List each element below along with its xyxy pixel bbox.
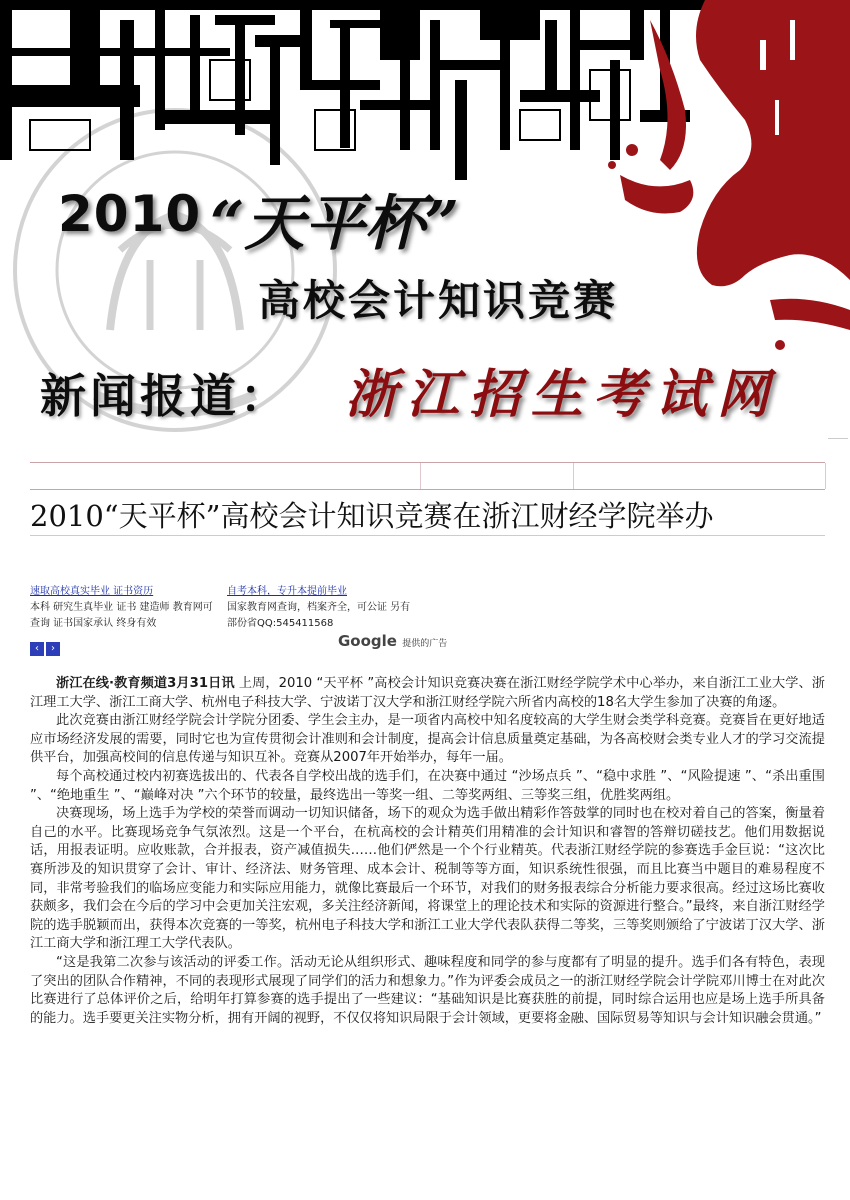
ad-link-2[interactable]: 自考本科，专升本提前毕业 <box>227 586 347 597</box>
banner-news-label: 新闻报道： <box>40 369 290 423</box>
red-brush-splash <box>608 0 850 350</box>
ad-prev-button[interactable]: ‹ <box>30 642 44 656</box>
divider <box>828 432 848 439</box>
banner-year: 2010 <box>58 185 202 243</box>
paragraph <box>30 675 825 712</box>
google-ads-label: 提供的广告 <box>402 639 448 649</box>
ad-column-1 <box>30 584 213 632</box>
ad-link-1[interactable]: 速取高校真实毕业 证书资历 <box>30 586 154 597</box>
ad-text: 国家教育网查询，档案齐全，可公证 另有 <box>227 602 411 613</box>
top-frame <box>30 462 825 490</box>
banner-cup-name: “天平杯” <box>210 189 460 259</box>
banner-subtitle: 高校会计知识竞赛 <box>258 276 619 325</box>
ad-text: 部份省QQ:545411568 <box>227 618 334 629</box>
ad-column-2 <box>227 584 410 632</box>
paragraph-text: 上周，2010 “天平杯 ”高校会计知识竞赛决赛在浙江财经学院学术中心举办，来自浙江工业大学、浙江理工大学、浙江工商大学、杭州电子科技大学、宁波诺丁汉大学和浙江财经学院六所省内高校的18名大学生参加了决赛的角逐。 <box>30 676 825 710</box>
article-body <box>30 675 825 1028</box>
paragraph: “这是我第二次参与该活动的评委工作。活动无论从组织形式、趣味程度和同学的参与度都有了明显的提升。选手们各有特色，表现了突出的团队合作精神，不同的表现形式展现了同学们的活力和想象力。”作为评委会成员之一的浙江财经学院会计学院邓川博士在对此次比赛进行了总体评价之后，给明年打算参赛的选手提出了一些建议：“基础知识是比赛获胜的前提，同时综合运用也应是场上选手所具备的能力。选手要更关注实物分析，拥有开阔的视野，不仅仅将知识局限于会计领域，更要将金融、国际贸易等知识与会计知识融会贯通。” <box>30 954 825 1026</box>
paragraph: 决赛现场，场上选手为学校的荣誉而调动一切知识储备，场下的观众为选手做出精彩作答鼓掌的同时也在校对着自己的答案，衡量着自己的水平。比赛现场竞争气氛浓烈。这是一个平台，在杭高校的会计精英们用精准的会计知识和睿智的答辩切磋技艺。他们用数据说话，用报表证明。应收账款，合并报表，资产减值损失……他们俨然是一个个行业精英。代表浙江财经学院的参赛选手金巨说：“这次比赛所涉及的知识贯穿了会计、审计、经济法、财务管理、成本会计、税制等等方面，知识系统性很强，而且比赛当中题目的难易程度不同，非常考验我们的临场应变能力和实际应用能力，就像比赛最后一个环节，对我们的财务报表综合分析能力要求很高。经过这场比赛收获颇多，我们会在今后的学习中会更加关注宏观，多关注经济新闻，将课堂上的理论技术和实际的资源进行整合。”最终，来自浙江财经学院的选手脱颖而出，获得本次竞赛的一等奖，杭州电子科技大学和浙江工业大学代表队获得二等奖，三等奖则颁给了宁波诺丁汉大学、浙江工商大学和浙江理工大学代表队。 <box>30 806 825 952</box>
title-divider <box>30 535 825 536</box>
banner-site-name: 浙江招生考试网 <box>345 364 780 425</box>
ad-next-button[interactable]: › <box>46 642 60 656</box>
article-title: 2010“天平杯”高校会计知识竞赛在浙江财经学院举办 <box>30 499 714 533</box>
paragraph: 此次竞赛由浙江财经学院会计学院分团委、学生会主办，是一项省内高校中知名度较高的大学生财会类学科竞赛。竞赛旨在更好地适应市场经济发展的需要，同时它也为宣传贯彻会计准则和会计制度，提高会计信息质量奠定基础，为各高校财会类专业人才的学习交流提供平台，加强高校间的信息传递与知识互补。竞赛从2007年开始举办，每年一届。 <box>30 713 825 766</box>
ad-text: 查询 证书国家承认 终身有效 <box>30 618 157 629</box>
google-ads-attribution[interactable] <box>338 632 447 650</box>
google-logo: Google <box>338 632 397 650</box>
ad-text: 本科 研究生真毕业 证书 建造师 教育网可 <box>30 602 213 613</box>
ad-navigation <box>30 636 62 656</box>
dateline: 浙江在线·教育频道3月31日讯 <box>56 676 235 691</box>
paragraph: 每个高校通过校内初赛选拔出的、代表各自学校出战的选手们，在决赛中通过 “沙场点兵 ”、“稳中求胜 ”、“风险提速 ”、“杀出重围 ”、“绝地重生 ”、“巅峰对决 ”六个环节的较量，最终选出一等奖一组、二等奖两组、三等奖三组，优胜奖两组。 <box>30 768 825 803</box>
header-banner <box>0 0 850 440</box>
